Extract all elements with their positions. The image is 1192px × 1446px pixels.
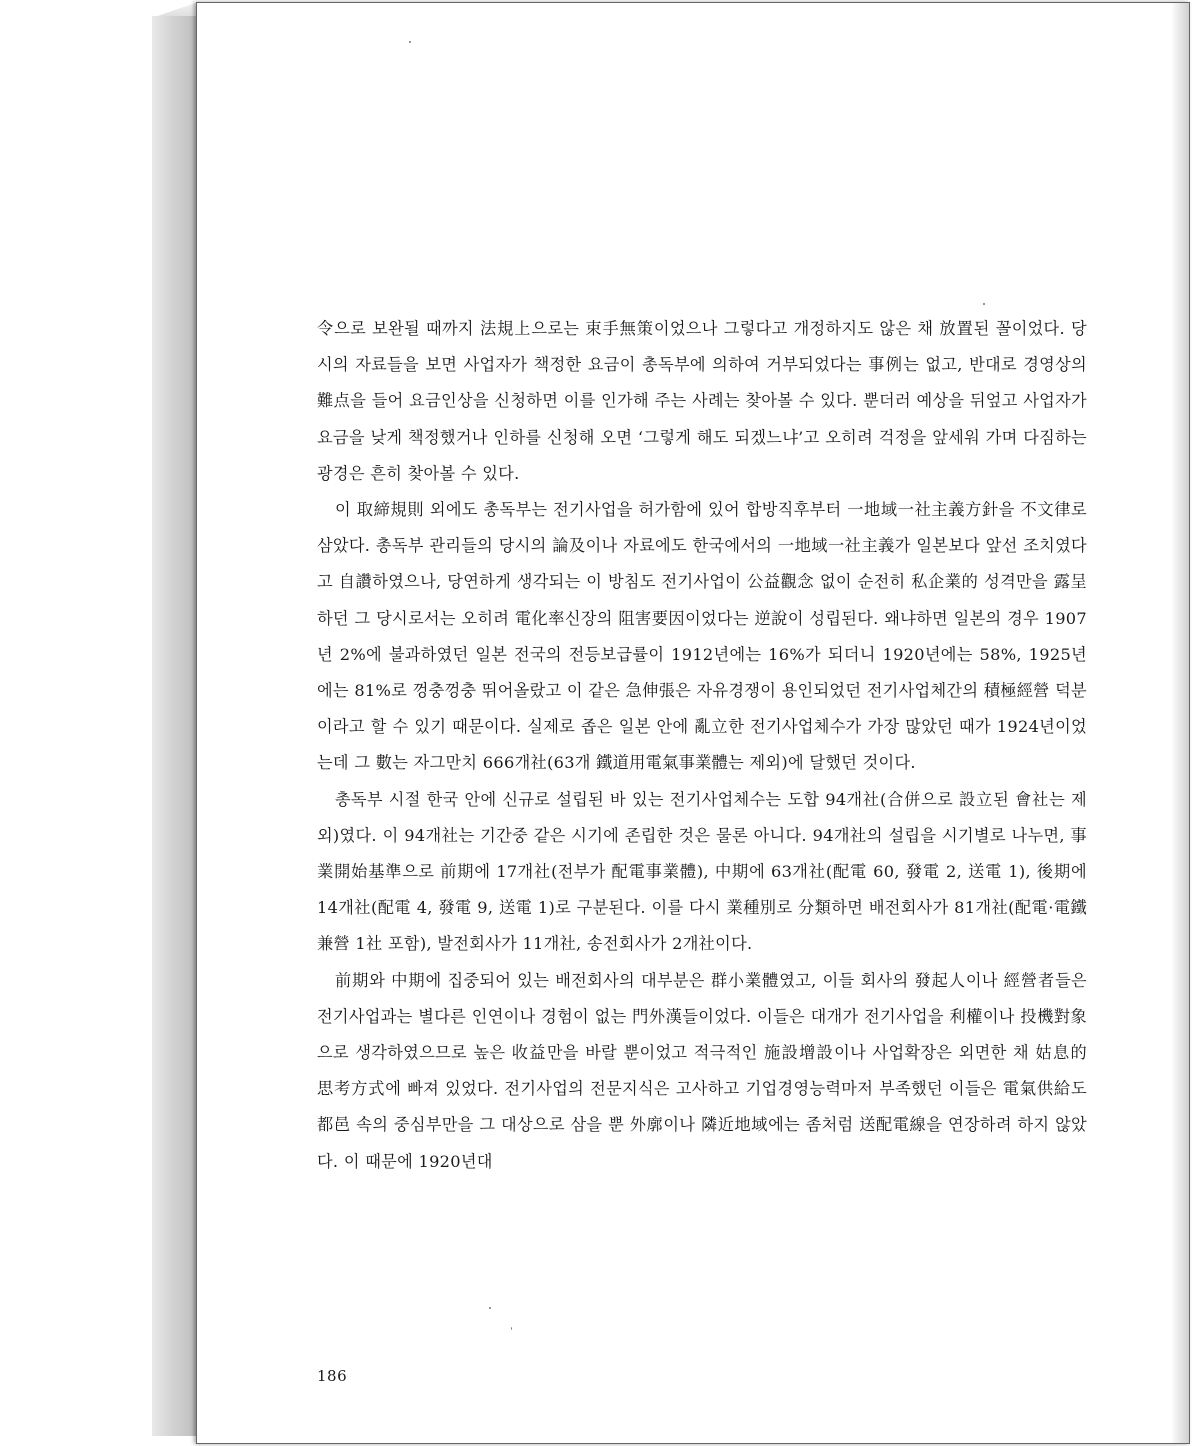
paragraph-distribution-companies: 前期와 中期에 집중되어 있는 배전회사의 대부분은 群小業體였고, 이들 회사의 發起人이나 經營者들은 전기사업과는 별다른 인연이나 경험이 없는 門外漢들이었다. 이들은 대개가 전기사업을 利權이나 投機對象으로 생각하였으므로 높은 收益만을 바랄 뿐이었고 적극적인 施設增設이나 사업확장은 외면한 채 姑息的 思考方式에 빠져 있었다. 전기사업의 전문지식은 고사하고 기업경영능력마저 부족했던 이들은 電氣供給도 都邑 속의 중심부만을 그 대상으로 삼을 뿐 外廓이나 隣近地域에는 좀처럼 送配電線을 연장하려 하지 않았다. 이 때문에 1920년대 xyxy=(317,970,1087,1171)
page-number: 186 xyxy=(317,1367,348,1385)
paragraph-one-region-one-company: 이 取締規則 외에도 총독부는 전기사업을 허가함에 있어 합방직후부터 一地域一社主義方針을 不文律로 삼았다. 총독부 관리들의 당시의 論及이나 자료에도 한국에서의 一地域一社主義가 일본보다 앞선 조치였다고 自讚하였으나, 당연하게 생각되는 이 방침도 전기사업이 公益觀念 없이 순전히 私企業的 성격만을 露呈하던 그 당시로서는 오히려 電化率신장의 阻害要因이었다는 逆說이 성립된다. 왜냐하면 일본의 경우 1907년 2%에 불과하였던 일본 전국의 전등보급률이 1912년에는 16%가 되더니 1920년에는 58%, 1925년에는 81%로 껑충껑충 뛰어올랐고 이 같은 急伸張은 자유경쟁이 용인되었던 전기사업체간의 積極經營 덕분이라고 할 수 있기 때문이다. 실제로 좁은 일본 안에 亂立한 전기사업체수가 가장 많았던 때가 1924년이었는데 그 數는 자그만치 666개社(63개 鐵道用電氣事業體는 제외)에 달했던 것이다. xyxy=(317,500,1087,773)
scan-speck xyxy=(511,1327,512,1330)
page-edge-shadow xyxy=(1171,3,1189,1443)
scan-speck xyxy=(489,1307,491,1309)
paragraph-company-count: 총독부 시절 한국 안에 신규로 설립된 바 있는 전기사업체수는 도합 94개社(合併으로 設立된 會社는 제외)였다. 이 94개社는 기간중 같은 시기에 존립한 것은 물론 아니다. 94개社의 설립을 시기별로 나누면, 事業開始基準으로 前期에 17개社(전부가 配電事業體), 中期에 63개社(配電 60, 發電 2, 送電 1), 後期에 14개社(配電 4, 發電 9, 送電 1)로 구분된다. 이를 다시 業種別로 分類하면 배전회사가 81개社(配電·電鐵兼營 1社 포함), 발전회사가 11개社, 송전회사가 2개社이다. xyxy=(317,789,1087,954)
scan-speck xyxy=(983,303,985,305)
scan-speck xyxy=(409,41,411,43)
paragraph-fee-regulation: 令으로 보완될 때까지 法規上으로는 束手無策이었으나 그렇다고 개정하지도 않은 채 放置된 꼴이었다. 당시의 자료들을 보면 사업자가 책정한 요금이 총독부에 의하여 거부되었다는 事例는 없고, 반대로 경영상의 難点을 들어 요금인상을 신청하면 이를 인가해 주는 사례는 찾아볼 수 있다. 뿐더러 예상을 뒤엎고 사업자가 요금을 낮게 책정했거나 인하를 신청해 오면 ‘그렇게 해도 되겠느냐’고 오히려 걱정을 앞세워 가며 다짐하는 광경은 흔히 찾아볼 수 있다. xyxy=(317,319,1087,483)
book-page xyxy=(196,2,1190,1444)
book-spine xyxy=(152,16,198,1436)
page-text-body xyxy=(317,311,1087,1180)
